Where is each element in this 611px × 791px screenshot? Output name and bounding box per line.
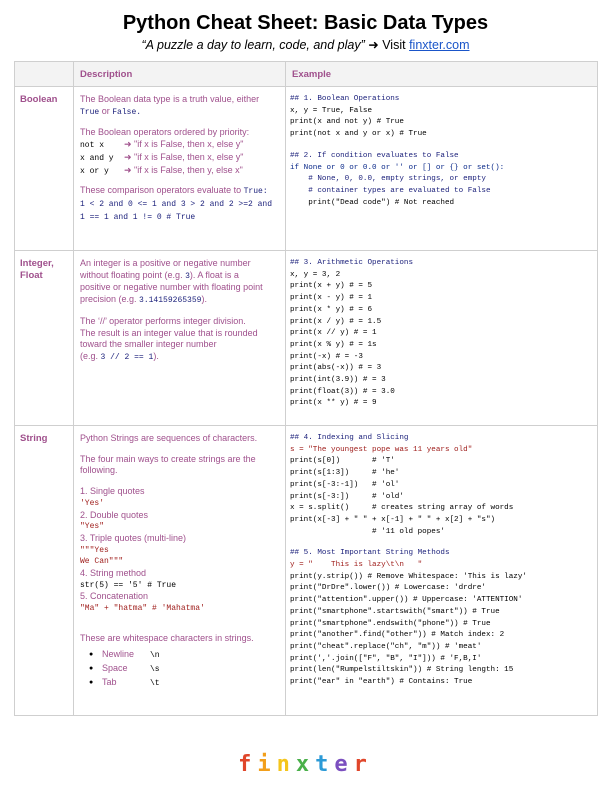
integer-description: An integer is a positive or negative number without floating point (e.g. 3). A float is a positive or negative number with floating point precision (e.g. 3.14159265359). The ‘//’ operator performs integer division. The result is an integer value that is rounded toward the smaller integer number (e.g. 3 // 2 == 1). [74, 251, 286, 426]
logo-letter: e [334, 752, 354, 777]
logo-letter: t [315, 752, 335, 777]
page-subtitle [0, 37, 611, 53]
boolean-code: ## 1. Boolean Operations x, y = True, False print(x and not y) # True print(not x and y or x) # True ## 2. If condition evaluates to False if None or 0 or 0.0 or '' or [] or {} or set(): # None, 0, 0.0, empty strings, or empty # container types are evaluated to False print("Dead code") # Not reached [286, 87, 598, 251]
logo-letter: f [238, 752, 258, 777]
subtitle-quote: “A puzzle a day to learn, code, and play” [141, 38, 365, 52]
string-row [15, 426, 598, 716]
string-label: String [15, 426, 74, 716]
page-title: Python Cheat Sheet: Basic Data Types [122, 12, 489, 34]
logo-letter: r [353, 752, 373, 777]
logo-letter: n [276, 752, 296, 777]
list-item: ● Tab \t [102, 676, 279, 690]
string-description: Python Strings are sequences of characters. The four main ways to create strings are the following. 1. Single quotes 'Yes' 2. Double quotes "Yes" 3. Triple quotes (multi-line) """Yes We Can""" 4. String method str(5) == '5' # True 5. Concatenation "Ma" + "hatma" # 'Mahatma' These are whitespace characters in strings. ● Newline \n ● Space \s ● Tab \t [74, 426, 286, 716]
boolean-description: The Boolean data type is a truth value, either True or False. The Boolean operators ordered by priority: not x ➜ "if x is False, then x, else y" x and y ➜ "if x is False, then x, else y" x or y ➜ "if x is False, then y, else x" These comparison operators evaluate to True: 1 < 2 and 0 <= 1 and 3 > 2 and 2 >=2 and 1 == 1 and 1 != 0 # True [74, 87, 286, 251]
finxter-logo [0, 752, 611, 777]
finxter-link[interactable]: finxter.com [409, 38, 470, 52]
logo-letter: i [257, 752, 277, 777]
string-code: ## 4. Indexing and Slicing s = "The youngest pope was 11 years old" print(s[0]) # 'T' print(s[1:3]) # 'he' print(s[-3:-1]) # 'ol' print(s[-3:]) # 'old' x = s.split() # creates string array of words print(x[-3] + " " + x[-1] + " " + x[2] + "s") # '11 old popes' ## 5. Most Important String Methods y = " This is lazy\t\n " print(y.strip()) # Remove Whitespace: 'This is lazy' print("DrDre".lower()) # Lowercase: 'drdre' print("attention".upper()) # Uppercase: 'ATTENTION' print("smartphone".startswith("smart")) # True print("smartphone".endswith("phone")) # True print("another".find("other")) # Match index: 2 print("cheat".replace("ch", "m")) # 'meat' print(','.join(["F", "B", "I"])) # 'F,B,I' print(len("Rumpelstiltskin")) # String length: 15 print("ear" in "earth") # Contains: True [286, 426, 598, 716]
boolean-label: Boolean [15, 87, 74, 251]
integer-row [15, 251, 598, 426]
table-header-row [15, 62, 598, 87]
integer-code: ## 3. Arithmetic Operations x, y = 3, 2 print(x + y) # = 5 print(x - y) # = 1 print(x * y) # = 6 print(x / y) # = 1.5 print(x // y) # = 1 print(x % y) # = 1s print(-x) # = -3 print(abs(-x)) # = 3 print(int(3.9)) # = 3 print(float(3)) # = 3.0 print(x ** y) # = 9 [286, 251, 598, 426]
boolean-row [15, 87, 598, 251]
page-header [0, 10, 611, 53]
subtitle-arrow: ➜ Visit [368, 38, 406, 52]
logo-letter: x [295, 752, 316, 777]
cheat-sheet-table [14, 61, 598, 716]
header-description: Description [74, 62, 286, 87]
whitespace-list [80, 648, 279, 690]
header-example: Example [286, 62, 598, 87]
list-item: ● Newline \n [102, 648, 279, 662]
integer-label: Integer, Float [15, 251, 74, 426]
list-item: ● Space \s [102, 662, 279, 676]
header-blank [15, 62, 74, 87]
